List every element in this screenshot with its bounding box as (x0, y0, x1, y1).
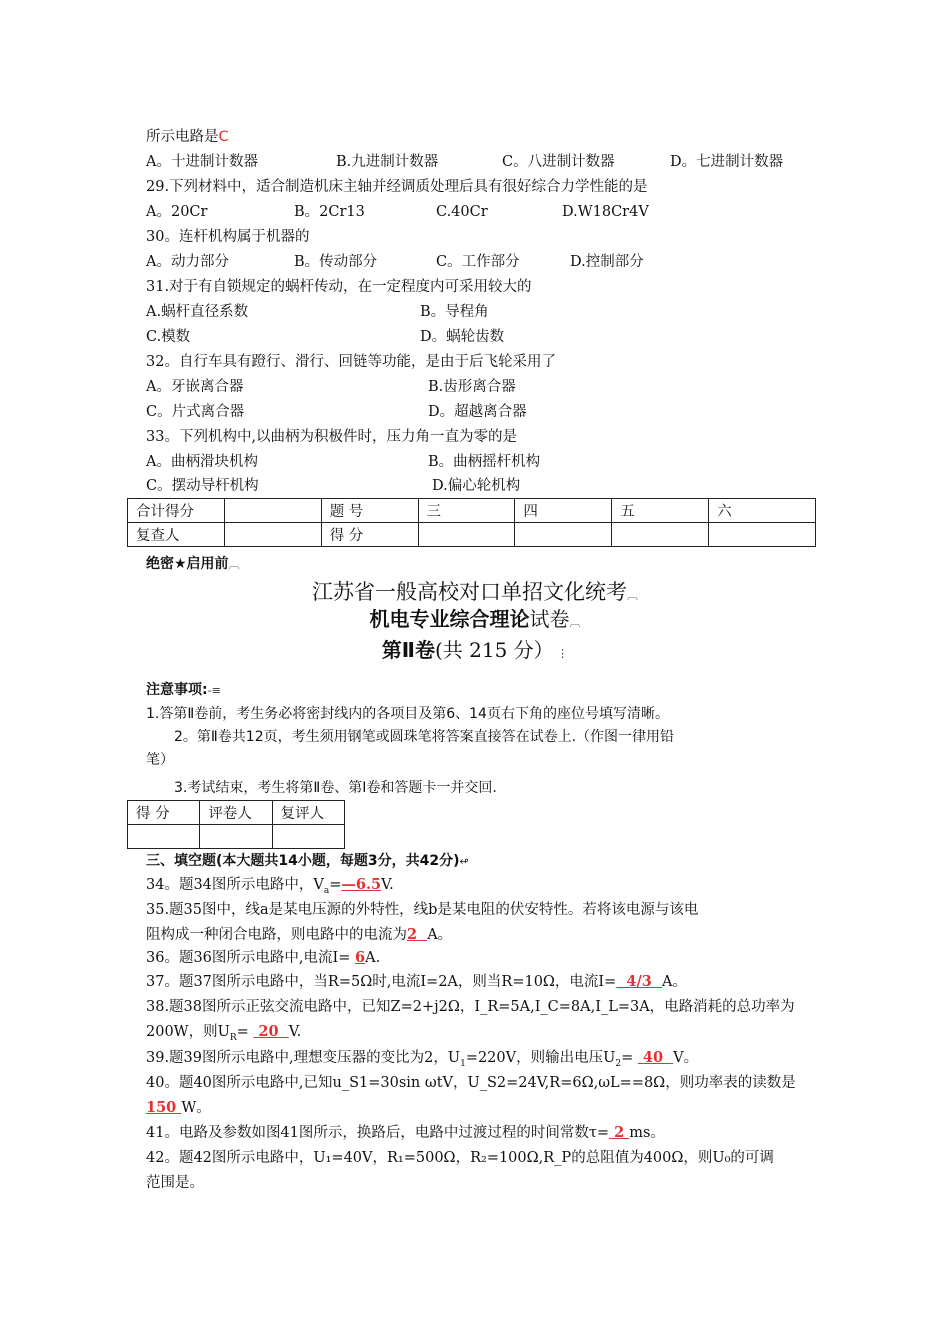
q29-option-d: D.W18Cr4V (562, 204, 649, 220)
q32-option-d: D。超越离合器 (428, 404, 527, 420)
q28-stem-tail: 所示电路是C (146, 129, 229, 145)
q33-option-d: D.偏心轮机构 (432, 478, 521, 494)
paragraph-mark-icon: ↫ (459, 855, 469, 868)
q35-answer: 2 (407, 926, 428, 943)
q28-option-b: B.九进制计数器 (336, 154, 439, 170)
q36-answer: 6 (355, 949, 366, 966)
q31-option-d: D。蜗轮齿数 (420, 329, 505, 345)
score-cell: 得 分 (321, 523, 418, 547)
q38-answer: 20 (253, 1023, 289, 1040)
q30-option-a: A。动力部分 (146, 254, 229, 270)
q37: 37。题37图所示电路中，当R=5Ω时,电流I=2A，则当R=10Ω，电流I= 4/3 A。 (146, 973, 687, 990)
q40-answer: 150 (146, 1099, 182, 1116)
paragraph-mark-icon: ︹ (627, 589, 638, 602)
q28-option-d: D。七进制计数器 (670, 154, 784, 170)
exam-subtitle: 机电专业综合理论试卷︹ (369, 607, 581, 631)
q32-option-c: C。片式离合器 (146, 404, 245, 420)
q30-option-b: B。传动部分 (294, 254, 378, 270)
q31-option-c: C.模数 (146, 329, 191, 345)
grader-cell[interactable] (200, 825, 272, 849)
paragraph-mark-icon: ⋮ (553, 647, 569, 660)
score-table (127, 498, 816, 547)
q32-option-b: B.齿形离合器 (428, 379, 516, 395)
q32-stem: 32。自行车具有蹬行、滑行、回链等功能，是由于后飞轮采用了 (146, 354, 556, 370)
notes-heading: 注意事项:-≡ (146, 682, 221, 698)
score-cell: 题 号 (321, 499, 418, 523)
q28-option-a: A。十进制计数器 (146, 154, 258, 170)
q39-answer: 40 (637, 1049, 674, 1066)
grader-table-row (128, 801, 345, 825)
q37-answer: 4/3 (616, 973, 662, 990)
note-2-cont: 笔） (146, 752, 174, 768)
q30-stem: 30。连杆机构属于机器的 (146, 229, 310, 245)
q38-line1: 38.题38图所示正弦交流电路中，已知Z=2+j2Ω，I_R=5A,I_C=8A,I_L=3A，电路消耗的总功率为 (146, 999, 795, 1015)
grader-table (127, 800, 345, 849)
score-cell[interactable] (418, 523, 515, 547)
q28-option-c: C。八进制计数器 (502, 154, 615, 170)
grader-cell[interactable] (128, 825, 200, 849)
q33-option-c: C。摆动导杆机构 (146, 478, 259, 494)
score-cell[interactable] (612, 523, 709, 547)
q31-option-a: A.蜗杆直径系数 (146, 304, 249, 320)
score-table-row (128, 499, 816, 523)
score-table-row (128, 523, 816, 547)
q29-option-a: A。20Cr (146, 204, 208, 220)
score-cell: 三 (418, 499, 515, 523)
note-2: 2。第Ⅱ卷共12页，考生须用钢笔或圆珠笔将答案直接答在试卷上.（作图一律用铅 (174, 729, 675, 745)
q36: 36。题36图所示电路中,电流I= 6A. (146, 949, 381, 966)
q28-answer: C (218, 129, 229, 145)
score-cell: 复查人 (128, 523, 225, 547)
q42-line2: 范围是。 (146, 1175, 204, 1191)
grader-header: 评卷人 (200, 801, 272, 825)
grader-header: 复评人 (272, 801, 344, 825)
score-cell: 六 (709, 499, 816, 523)
score-cell: 合计得分 (128, 499, 225, 523)
q38-line2: 200W，则$U_R= 20$ V. (146, 1023, 302, 1043)
q33-stem: 33。下列机构中,以曲柄为积极件时，压力角一直为零的是 (146, 429, 518, 445)
q41: 41。电路及参数如图41图所示，换路后，电路中过渡过程的时间常数τ= 2 ms。 (146, 1124, 665, 1141)
q31-stem: 31.对于有自锁规定的蜗杆传动，在一定程度内可采用较大的 (146, 279, 532, 295)
q41-answer: 2 (609, 1124, 630, 1141)
exam-title: 江苏省一般高校对口单招文化统考︹ (312, 580, 638, 604)
q34-answer: —6.5 (341, 876, 382, 893)
paragraph-mark-icon: -≡ (207, 684, 221, 697)
score-cell[interactable] (224, 499, 321, 523)
q33-option-a: A。曲柄滑块机构 (146, 454, 258, 470)
paragraph-mark-icon: ︹ (569, 616, 581, 629)
q32-option-a: A。牙嵌离合器 (146, 379, 244, 395)
score-cell: 四 (515, 499, 612, 523)
q39: 39.题39图所示电路中,理想变压器的变比为2，$U_1=220V$，则输出电压$U_2= 40$ V。 (146, 1049, 699, 1069)
q34: 34。题34图所示电路中，$V_a=—6.5V$. (146, 876, 394, 896)
grader-table-row (128, 825, 345, 849)
paragraph-mark-icon: ︹ (228, 558, 240, 571)
q42-line1: 42。题42图所示电路中，U₁=40V，R₁=500Ω，R₂=100Ω,R_P的总阻值为400Ω，则U₀的可调 (146, 1150, 774, 1166)
note-1: 1.答第Ⅱ卷前，考生务必将密封线内的各项目及第6、14页右下角的座位号填写清晰。 (146, 706, 669, 722)
score-cell[interactable] (224, 523, 321, 547)
q30-option-d: D.控制部分 (570, 254, 644, 270)
q35-line2: 阻构成一种闭合电路，则电路中的电流为2 A。 (146, 926, 453, 943)
secret-label: 绝密★启用前︹ (146, 556, 240, 572)
q31-option-b: B。导程角 (420, 304, 489, 320)
section-3-heading: 三、填空题(本大题共14小题，每题3分，共42分)↫ (146, 853, 469, 869)
grader-cell[interactable] (272, 825, 344, 849)
score-cell[interactable] (515, 523, 612, 547)
q30-option-c: C。工作部分 (436, 254, 520, 270)
q29-stem: 29.下列材料中，适合制造机床主轴并经调质处理后具有很好综合力学性能的是 (146, 179, 648, 195)
grader-header: 得 分 (128, 801, 200, 825)
q40-line2: 150 W。 (146, 1099, 211, 1116)
score-cell: 五 (612, 499, 709, 523)
volume-title: 第Ⅱ卷(共 215 分） ⋮ (381, 638, 569, 662)
q40-line1: 40。题40图所示电路中,已知u_S1=30sin ωtV，U_S2=24V,R=6Ω,ωL==8Ω，则功率表的读数是 (146, 1075, 796, 1091)
note-3: 3.考试结束，考生将第Ⅱ卷、第Ⅰ卷和答题卡一并交回. (174, 780, 497, 796)
q35-line1: 35.题35图中，线a是某电压源的外特性，线b是某电阻的伏安特性。若将该电源与该电 (146, 902, 699, 918)
q29-option-b: B。2Cr13 (294, 204, 365, 220)
score-cell[interactable] (709, 523, 816, 547)
q33-option-b: B。曲柄摇杆机构 (428, 454, 541, 470)
q29-option-c: C.40Cr (436, 204, 488, 220)
